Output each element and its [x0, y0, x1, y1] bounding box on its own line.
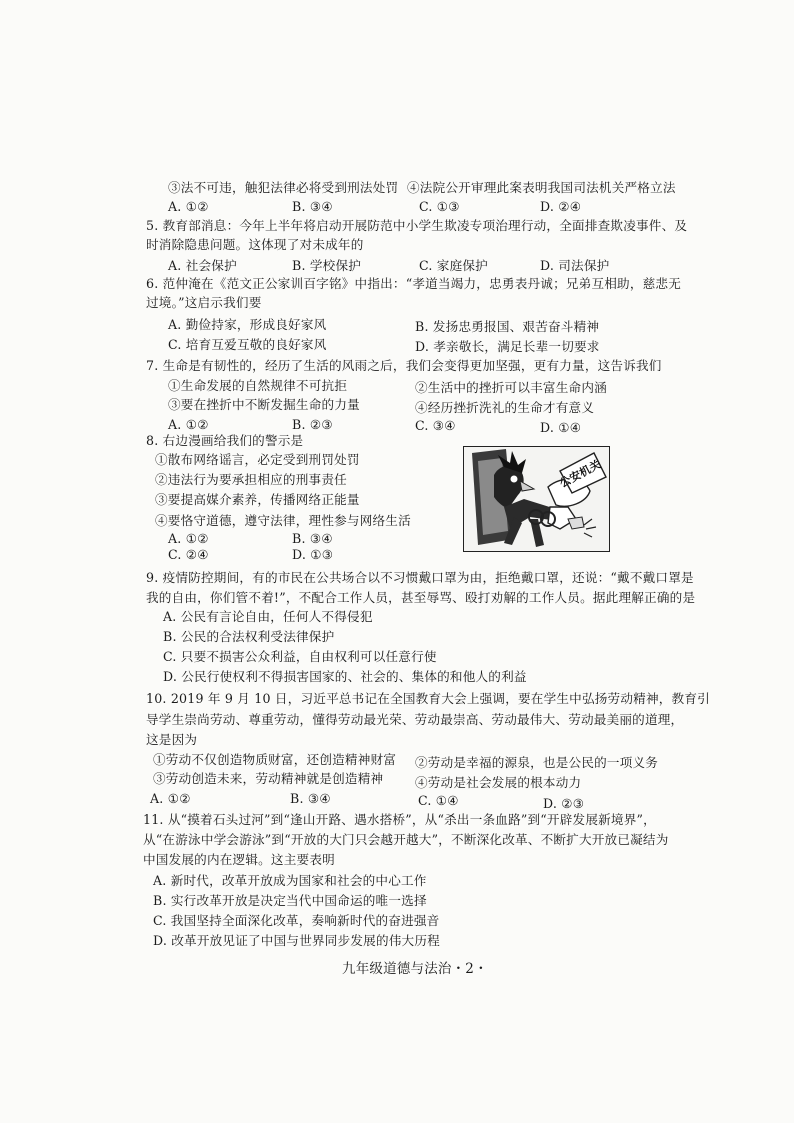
q5-option-c: C. 家庭保护 — [419, 258, 488, 273]
q10-stem-line1: 10. 2019 年 9 月 10 日，习近平总书记在全国教育大会上强调，要在学生中弘扬劳动精神，教育引 — [146, 691, 710, 706]
cartoon-label: 公安机关 — [557, 457, 604, 491]
q7-statement-1: ①生命发展的自然规律不可抗拒 — [168, 378, 348, 393]
q4-statement-3: ③法不可违，触犯法律必将受到刑法处罚 — [168, 180, 399, 195]
q5-option-a: A. 社会保护 — [168, 258, 237, 273]
q11-stem-line2: 从“在游泳中学会游泳”到“开放的大门只会越开越大”，不断深化改革、不断扩大开放已凝结为 — [143, 832, 669, 847]
q6-option-c: C. 培育互爱互敬的良好家风 — [168, 337, 327, 352]
q5-stem-line2: 时消除隐患问题。这体现了对未成年的 — [146, 237, 364, 252]
q6-option-b: B. 发扬忠勇报国、艰苦奋斗精神 — [415, 319, 600, 334]
q5-option-d: D. 司法保护 — [540, 258, 610, 273]
q11-option-b: B. 实行改革开放是决定当代中国命运的唯一选择 — [153, 893, 427, 908]
q10-statement-2: ②劳动是幸福的源泉，也是公民的一项义务 — [415, 755, 659, 770]
q8-option-a: A. ①② — [168, 531, 209, 546]
q7-statement-4: ④经历挫折洗礼的生命才有意义 — [415, 400, 595, 415]
q5-option-b: B. 学校保护 — [292, 258, 362, 273]
q5-stem-line1: 5. 教育部消息：今年上半年将启动开展防范中小学生欺凌专项治理行动，全面排查欺凌事件、及 — [146, 218, 688, 233]
q6-stem-line2: 过境。”这启示我们要 — [146, 295, 262, 310]
q8-statement-1: ①散布网络谣言，必定受到刑罚处罚 — [155, 452, 360, 467]
q7-option-d: D. ①④ — [540, 420, 582, 435]
q6-option-d: D. 孝亲敬长，满足长辈一切要求 — [415, 339, 600, 354]
q7-option-a: A. ①② — [168, 417, 209, 432]
q11-option-c: C. 我国坚持全面深化改革，奏响新时代的奋进强音 — [153, 913, 440, 928]
q11-option-a: A. 新时代，改革开放成为国家和社会的中心工作 — [153, 873, 427, 888]
q10-statement-3: ③劳动创造未来，劳动精神就是创造精神 — [153, 771, 384, 786]
q7-statement-3: ③要在挫折中不断发掘生命的力量 — [168, 397, 360, 412]
q10-stem-line2: 导学生崇尚劳动、尊重劳动，懂得劳动最光荣、劳动最崇高、劳动最伟大、劳动最美丽的道理， — [146, 712, 684, 727]
q7-stem-line1: 7. 生命是有韧性的，经历了生活的风雨之后，我们会变得更加坚强，更有力量，这告诉我们 — [146, 358, 662, 373]
q10-option-c: C. ①④ — [418, 793, 459, 808]
q6-stem-line1: 6. 范仲淹在《范文正公家训百字铭》中指出：“孝道当竭力，忠勇表丹诚；兄弟互相助，慈悲无 — [146, 276, 682, 291]
q9-option-c: C. 只要不损害公众利益，自由权利可以任意行使 — [163, 649, 437, 664]
q8-statement-3: ③要提高媒介素养，传播网络正能量 — [155, 492, 360, 507]
q11-option-d: D. 改革开放见证了中国与世界同步发展的伟大历程 — [153, 933, 440, 948]
q8-option-c: C. ②④ — [168, 547, 209, 562]
q8-cartoon — [463, 446, 610, 552]
q7-option-c: C. ③④ — [415, 418, 456, 433]
q4-option-c: C. ①③ — [419, 199, 460, 214]
q8-statement-4: ④要恪守道德，遵守法律，理性参与网络生活 — [155, 513, 411, 528]
q10-statement-4: ④劳动是社会发展的根本动力 — [415, 775, 582, 790]
q9-stem-line2: 我的自由，你们管不着!”，不配合工作人员，甚至辱骂、殴打劝解的工作人员。据此理解正确的是 — [146, 590, 696, 605]
q4-statement-4: ④法院公开审理此案表明我国司法机关严格立法 — [407, 180, 676, 195]
q8-stem-line1: 8. 右边漫画给我们的警示是 — [146, 433, 304, 448]
q11-stem-line1: 11. 从“摸着石头过河”到“逢山开路、遇水搭桥”，从“杀出一条血路”到“开辟发展新境界”， — [143, 812, 656, 827]
q7-statement-2: ②生活中的挫折可以丰富生命内涵 — [415, 380, 607, 395]
q7-option-b: B. ②③ — [292, 417, 333, 432]
q10-option-a: A. ①② — [150, 791, 191, 806]
q6-option-a: A. 勤俭持家，形成良好家风 — [168, 317, 327, 332]
q10-option-d: D. ②③ — [543, 796, 585, 811]
page-footer: 九年级道德与法治・2・ — [342, 961, 488, 977]
q4-option-a: A. ①② — [168, 199, 209, 214]
q10-stem-line3: 这是因为 — [146, 732, 198, 747]
q8-option-b: B. ③④ — [292, 531, 333, 546]
q10-statement-1: ①劳动不仅创造物质财富，还创造精神财富 — [153, 752, 397, 767]
q9-option-b: B. 公民的合法权利受法律保护 — [163, 629, 335, 644]
q11-stem-line3: 中国发展的内在逻辑。这主要表明 — [143, 852, 335, 867]
q4-option-d: D. ②④ — [540, 199, 582, 214]
q8-statement-2: ②违法行为要承担相应的刑事责任 — [155, 472, 347, 487]
q9-option-a: A. 公民有言论自由，任何人不得侵犯 — [163, 609, 373, 624]
q9-stem-line1: 9. 疫情防控期间，有的市民在公共场合以不习惯戴口罩为由，拒绝戴口罩，还说：“戴不戴口罩是 — [146, 570, 694, 585]
q4-option-b: B. ③④ — [292, 199, 333, 214]
q9-option-d: D. 公民行使权利不得损害国家的、社会的、集体的和他人的利益 — [163, 669, 527, 684]
cartoon-illustration — [464, 447, 609, 551]
q10-option-b: B. ③④ — [290, 791, 331, 806]
q8-option-d: D. ①③ — [292, 547, 334, 562]
